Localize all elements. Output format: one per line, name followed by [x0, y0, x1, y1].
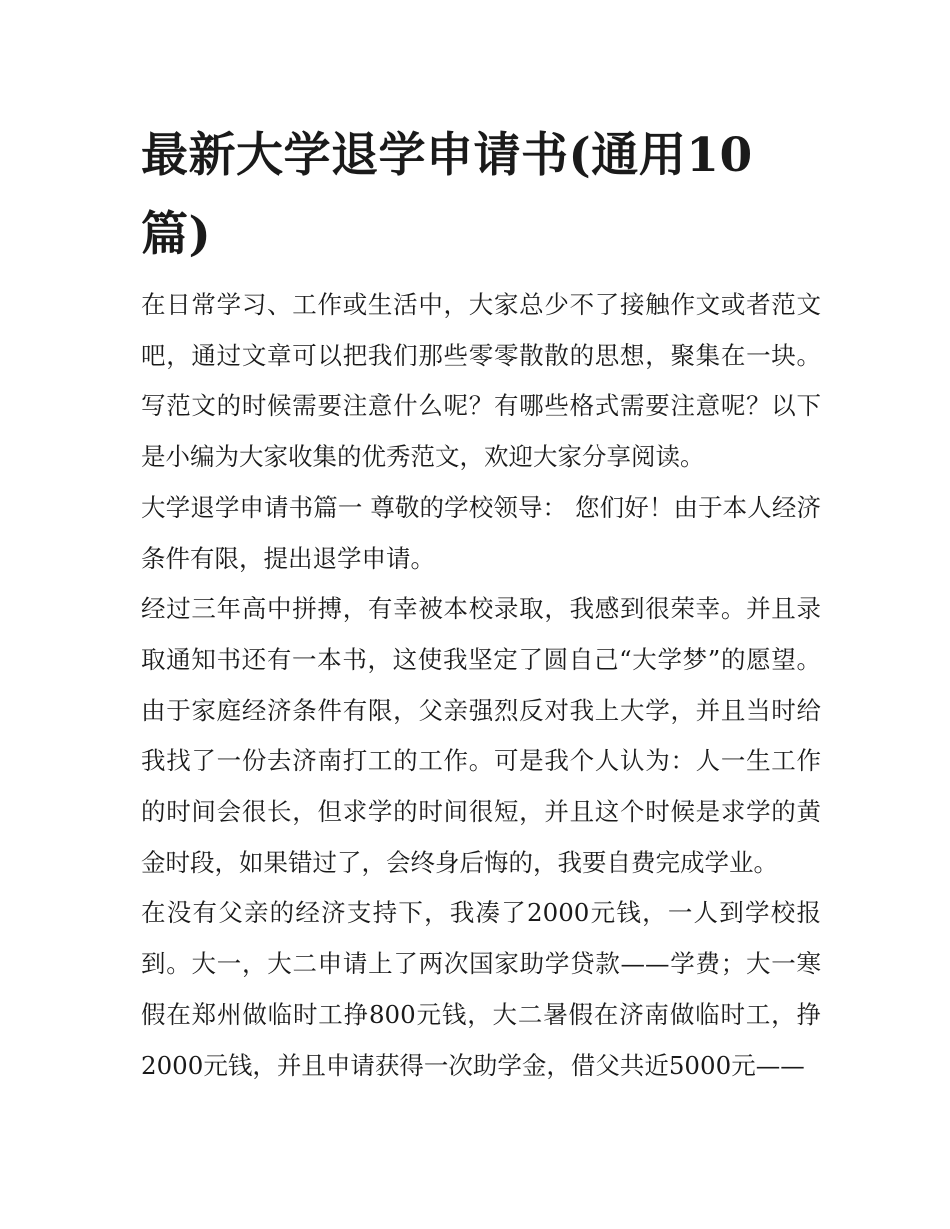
intro-paragraph: 在日常学习、工作或生活中，大家总少不了接触作文或者范文吧，通过文章可以把我们那些零零散散的思想，聚集在一块。写范文的时候需要注意什么呢？有哪些格式需要注意呢？以下是小编为大家收集的优秀范文，欢迎大家分享阅读。 — [141, 290, 821, 472]
document-body — [141, 116, 821, 1091]
admission-background-paragraph: 经过三年高中拼搏，有幸被本校录取，我感到很荣幸。并且录取通知书还有一本书，这使我坚定了圆自己“大学梦”的愿望。由于家庭经济条件有限，父亲强烈反对我上大学，并且当时给我找了一份去济南打工的工作。可是我个人认为：人一生工作的时间会很长，但求学的时间很短，并且这个时候是求学的黄金时段，如果错过了，会终身后悔的，我要自费完成学业。 — [141, 594, 821, 877]
document-title: 最新大学退学申请书(通用10篇) — [141, 128, 753, 262]
funding-paragraph: 在没有父亲的经济支持下，我凑了2000元钱，一人到学校报到。大一，大二申请上了两次国家助学贷款——学费；大一寒假在郑州做临时工挣800元钱，大二暑假在济南做临时工，挣2000元钱，并且申请获得一次助学金，借父共近5000元—— — [141, 898, 821, 1080]
letter-opening-paragraph: 大学退学申请书篇一 尊敬的学校领导： 您们好！由于本人经济条件有限，提出退学申请。 — [141, 492, 821, 573]
